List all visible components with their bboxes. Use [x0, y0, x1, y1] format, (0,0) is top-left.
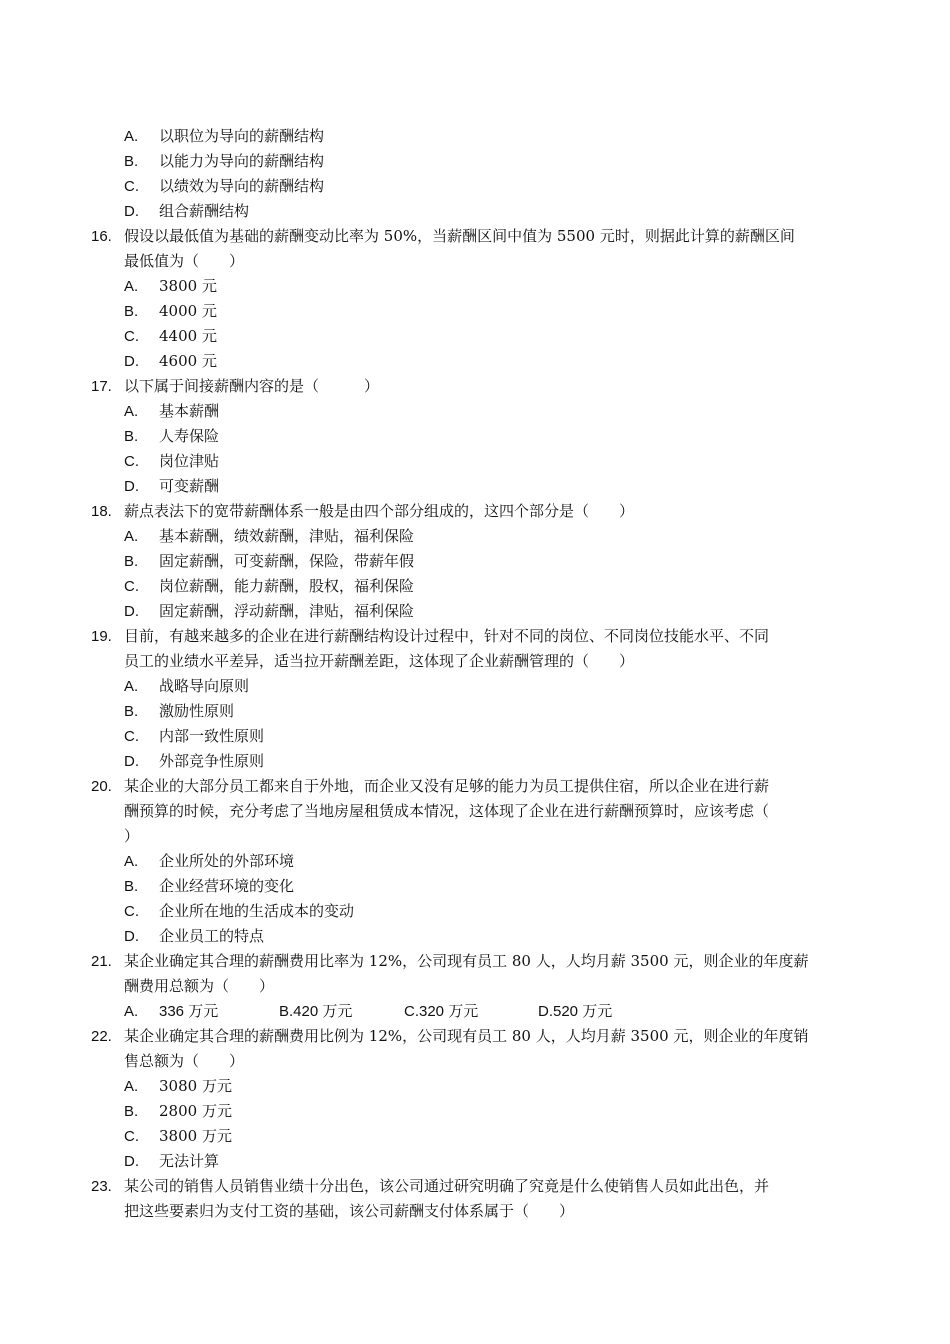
question-text: 以下属于间接薪酬内容的是（ ） — [124, 377, 380, 395]
option-letter: D. — [124, 928, 139, 945]
question-number: 20. — [91, 778, 112, 795]
q16-option-d — [0, 349, 950, 374]
option-letter: A. — [124, 528, 139, 545]
option-letter: C. — [124, 903, 139, 920]
option-letter: B. — [124, 878, 139, 895]
q22-option-a — [0, 1074, 950, 1099]
q16-option-c — [0, 324, 950, 349]
q15-option-b — [0, 149, 950, 174]
option-text: 岗位薪酬，能力薪酬，股权，福利保险 — [159, 577, 415, 595]
question-number: 18. — [91, 503, 112, 520]
option-letter: B. — [124, 428, 139, 445]
option-text: 4600 元 — [159, 352, 217, 370]
option-letter: A. — [124, 678, 139, 695]
q21-inline-options — [0, 999, 950, 1024]
option-text: 企业经营环境的变化 — [159, 877, 295, 895]
q17-stem-line1 — [0, 374, 950, 399]
question-number: 16. — [91, 228, 112, 245]
option-letter: D. — [124, 603, 139, 620]
q17-option-b — [0, 424, 950, 449]
option-text: 战略导向原则 — [159, 677, 250, 695]
option-text: 3800 元 — [159, 277, 217, 295]
option-letter: D. — [124, 1153, 139, 1170]
option-text: 组合薪酬结构 — [159, 202, 250, 220]
question-text: 酬预算的时候，充分考虑了当地房屋租赁成本情况，这体现了企业在进行薪酬预算时，应该考虑（ — [124, 802, 770, 820]
question-text: 把这些要素归为支付工资的基础，该公司薪酬支付体系属于（ ） — [124, 1202, 575, 1220]
q16-stem-line2 — [0, 249, 950, 274]
question-text: 酬费用总额为（ ） — [124, 977, 275, 995]
option-text: 4000 元 — [159, 302, 217, 320]
q16-option-a — [0, 274, 950, 299]
q23-stem-line2 — [0, 1199, 950, 1224]
q20-stem-line1 — [0, 774, 950, 799]
option-text: 以绩效为导向的薪酬结构 — [159, 177, 325, 195]
option-text: 固定薪酬，可变薪酬，保险，带薪年假 — [159, 552, 415, 570]
option-letter: C. — [124, 453, 139, 470]
option-text: 基本薪酬，绩效薪酬，津贴，福利保险 — [159, 527, 415, 545]
option-letter: A. — [124, 853, 139, 870]
q21-stem-line1 — [0, 949, 950, 974]
q15-option-c — [0, 174, 950, 199]
question-number: 22. — [91, 1028, 112, 1045]
q15-option-a — [0, 124, 950, 149]
question-text: 最低值为（ ） — [124, 252, 245, 270]
question-text: 假设以最低值为基础的薪酬变动比率为 50%，当薪酬区间中值为 5500 元时，则据此计算的薪酬区间 — [124, 227, 795, 245]
question-number: 17. — [91, 378, 112, 395]
option-c-text: C.320 万元 — [404, 1003, 479, 1020]
question-text: 员工的业绩水平差异，适当拉开薪酬差距，这体现了企业薪酬管理的（ ） — [124, 652, 635, 670]
q20-stem-line3 — [0, 824, 950, 849]
q22-stem-line1 — [0, 1024, 950, 1049]
question-number: 21. — [91, 953, 112, 970]
option-text: 企业所处的外部环境 — [159, 852, 295, 870]
q15-option-d — [0, 199, 950, 224]
question-text: ） — [124, 827, 140, 845]
option-letter: D. — [124, 478, 139, 495]
option-letter: C. — [124, 1128, 139, 1145]
option-text: 3800 万元 — [159, 1127, 232, 1145]
q19-stem-line2 — [0, 649, 950, 674]
option-letter: B. — [124, 303, 139, 320]
q16-stem-line1 — [0, 224, 950, 249]
option-text: 2800 万元 — [159, 1102, 232, 1120]
option-letter: C. — [124, 578, 139, 595]
q19-option-a — [0, 674, 950, 699]
q23-stem-line1 — [0, 1174, 950, 1199]
q20-stem-line2 — [0, 799, 950, 824]
option-text: 以能力为导向的薪酬结构 — [159, 152, 325, 170]
question-text: 某企业确定其合理的薪酬费用比例为 12%，公司现有员工 80 人，人均月薪 3500 元，则企业的年度销 — [124, 1027, 809, 1045]
q20-option-d — [0, 924, 950, 949]
q18-option-b — [0, 549, 950, 574]
q19-option-d — [0, 749, 950, 774]
option-text: 企业员工的特点 — [159, 927, 265, 945]
option-a-text: 336 万元 — [159, 1003, 219, 1020]
question-text: 薪点表法下的宽带薪酬体系一般是由四个部分组成的，这四个部分是（ ） — [124, 502, 635, 520]
q17-option-a — [0, 399, 950, 424]
option-text: 以职位为导向的薪酬结构 — [159, 127, 325, 145]
option-letter: C. — [124, 328, 139, 345]
option-text: 固定薪酬，浮动薪酬，津贴，福利保险 — [159, 602, 415, 620]
option-letter: D. — [124, 203, 139, 220]
q22-stem-line2 — [0, 1049, 950, 1074]
q19-option-c — [0, 724, 950, 749]
question-text: 目前，有越来越多的企业在进行薪酬结构设计过程中，针对不同的岗位、不同岗位技能水平、不同 — [124, 627, 770, 645]
q18-stem-line1 — [0, 499, 950, 524]
q20-option-b — [0, 874, 950, 899]
option-text: 3080 万元 — [159, 1077, 232, 1095]
q19-option-b — [0, 699, 950, 724]
option-text: 人寿保险 — [159, 427, 220, 445]
option-letter: B. — [124, 703, 139, 720]
q16-option-b — [0, 299, 950, 324]
option-letter: A. — [124, 1003, 139, 1020]
option-letter: B. — [124, 1103, 139, 1120]
option-text: 企业所在地的生活成本的变动 — [159, 902, 355, 920]
option-letter: B. — [124, 553, 139, 570]
option-text: 岗位津贴 — [159, 452, 220, 470]
document-page — [0, 124, 950, 1224]
question-text: 某公司的销售人员销售业绩十分出色，该公司通过研究明确了究竟是什么使销售人员如此出色，并 — [124, 1177, 770, 1195]
option-letter: A. — [124, 128, 139, 145]
question-text: 某企业确定其合理的薪酬费用比率为 12%，公司现有员工 80 人，人均月薪 3500 元，则企业的年度薪 — [124, 952, 809, 970]
option-text: 可变薪酬 — [159, 477, 220, 495]
question-text: 售总额为（ ） — [124, 1052, 245, 1070]
option-letter: A. — [124, 403, 139, 420]
q22-option-b — [0, 1099, 950, 1124]
question-text: 某企业的大部分员工都来自于外地，而企业又没有足够的能力为员工提供住宿，所以企业在进行薪 — [124, 777, 770, 795]
question-number: 23. — [91, 1178, 112, 1195]
q18-option-c — [0, 574, 950, 599]
option-letter: A. — [124, 1078, 139, 1095]
option-letter: D. — [124, 353, 139, 370]
option-text: 基本薪酬 — [159, 402, 220, 420]
q20-option-a — [0, 849, 950, 874]
question-number: 19. — [91, 628, 112, 645]
option-text: 激励性原则 — [159, 702, 235, 720]
option-text: 外部竞争性原则 — [159, 752, 265, 770]
option-d-text: D.520 万元 — [538, 1003, 613, 1020]
q21-stem-line2 — [0, 974, 950, 999]
option-text: 4400 元 — [159, 327, 217, 345]
option-letter: D. — [124, 753, 139, 770]
option-text: 无法计算 — [159, 1152, 220, 1170]
option-letter: C. — [124, 728, 139, 745]
q18-option-a — [0, 524, 950, 549]
option-letter: A. — [124, 278, 139, 295]
option-b-text: B.420 万元 — [279, 1003, 353, 1020]
option-text: 内部一致性原则 — [159, 727, 265, 745]
q17-option-c — [0, 449, 950, 474]
q22-option-d — [0, 1149, 950, 1174]
q22-option-c — [0, 1124, 950, 1149]
option-letter: C. — [124, 178, 139, 195]
q18-option-d — [0, 599, 950, 624]
q20-option-c — [0, 899, 950, 924]
q19-stem-line1 — [0, 624, 950, 649]
option-letter: B. — [124, 153, 139, 170]
q17-option-d — [0, 474, 950, 499]
